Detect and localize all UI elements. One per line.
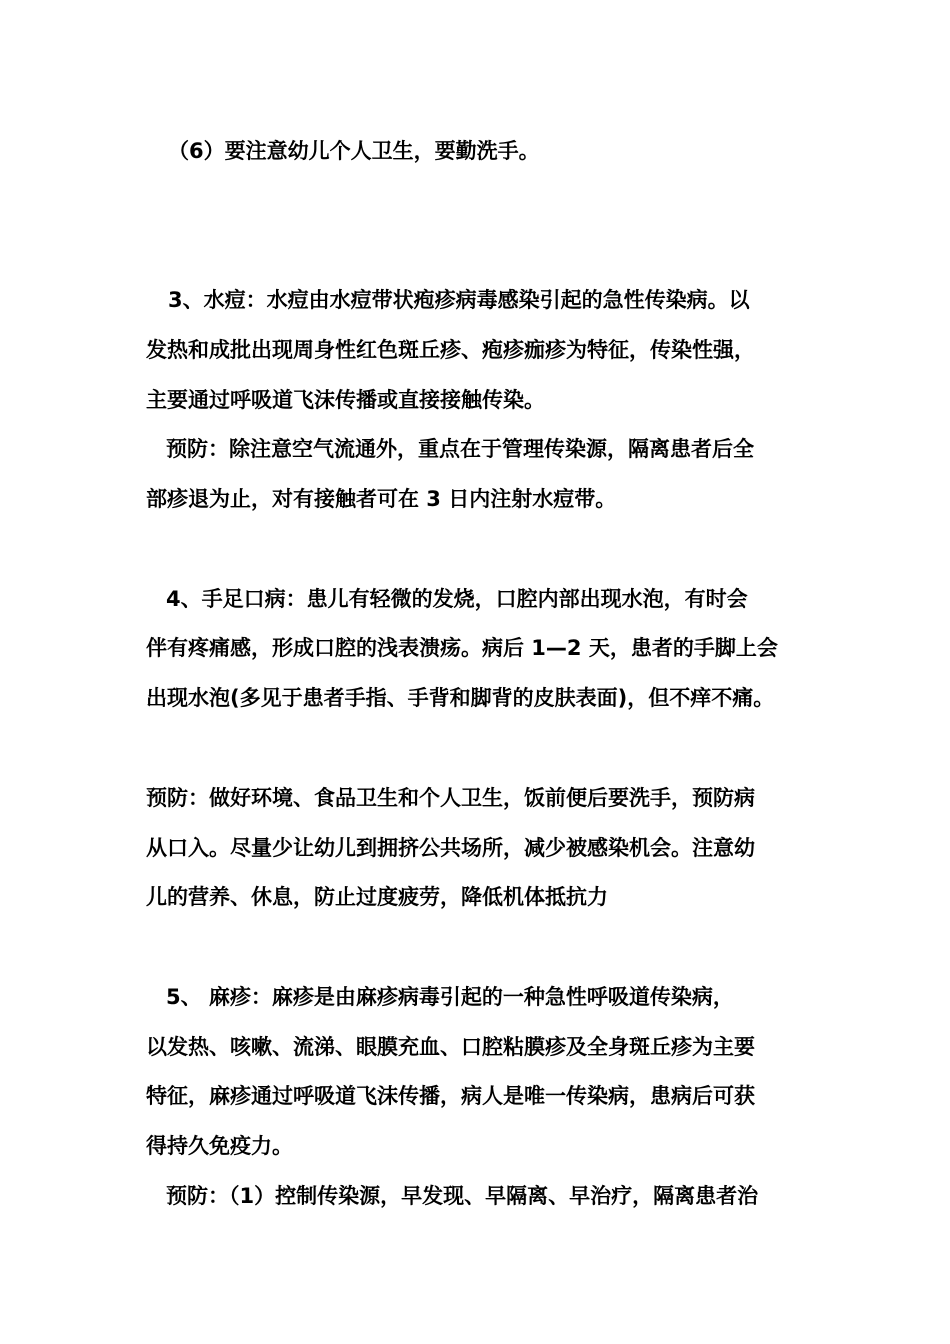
text-line-varicella-1: 3、水痘：水痘由水痘带状疱疹病毒感染引起的急性传染病。以 — [168, 288, 750, 312]
text-line-hfmd-prevention-2: 从口入。尽量少让幼儿到拥挤公共场所，减少被感染机会。注意幼 — [146, 836, 755, 860]
text-line-hfmd-1: 4、手足口病：患儿有轻微的发烧，口腔内部出现水泡，有时会 — [166, 587, 748, 611]
text-line-varicella-3: 主要通过呼吸道飞沫传播或直接接触传染。 — [146, 388, 545, 412]
text-line-varicella-2: 发热和成批出现周身性红色斑丘疹、疱疹痂疹为特征，传染性强， — [146, 338, 755, 362]
text-line-hfmd-prevention-1: 预防：做好环境、食品卫生和个人卫生，饭前便后要洗手，预防病 — [146, 786, 755, 810]
text-line-varicella-prevention-2: 部疹退为止，对有接触者可在 3 日内注射水痘带。 — [146, 487, 617, 511]
text-line-varicella-prevention-1: 预防：除注意空气流通外，重点在于管理传染源，隔离患者后全 — [166, 437, 754, 461]
text-line-item-6: （6）要注意幼儿个人卫生，要勤洗手。 — [168, 139, 540, 163]
text-line-hfmd-3: 出现水泡(多见于患者手指、手背和脚背的皮肤表面)，但不痒不痛。 — [146, 686, 775, 710]
text-line-hfmd-2: 伴有疼痛感，形成口腔的浅表溃疡。病后 1—2 天，患者的手脚上会 — [146, 636, 778, 660]
text-line-measles-3: 特征，麻疹通过呼吸道飞沫传播，病人是唯一传染病，患病后可获 — [146, 1084, 755, 1108]
text-line-measles-4: 得持久免疫力。 — [146, 1134, 293, 1158]
text-line-hfmd-prevention-3: 儿的营养、休息，防止过度疲劳，降低机体抵抗力 — [146, 885, 608, 909]
text-line-measles-2: 以发热、咳嗽、流涕、眼膜充血、口腔粘膜疹及全身斑丘疹为主要 — [146, 1035, 755, 1059]
text-line-measles-prevention-1: 预防：（1）控制传染源，早发现、早隔离、早治疗，隔离患者治 — [166, 1184, 759, 1208]
text-line-measles-1: 5、 麻疹：麻疹是由麻疹病毒引起的一种急性呼吸道传染病， — [166, 985, 734, 1009]
